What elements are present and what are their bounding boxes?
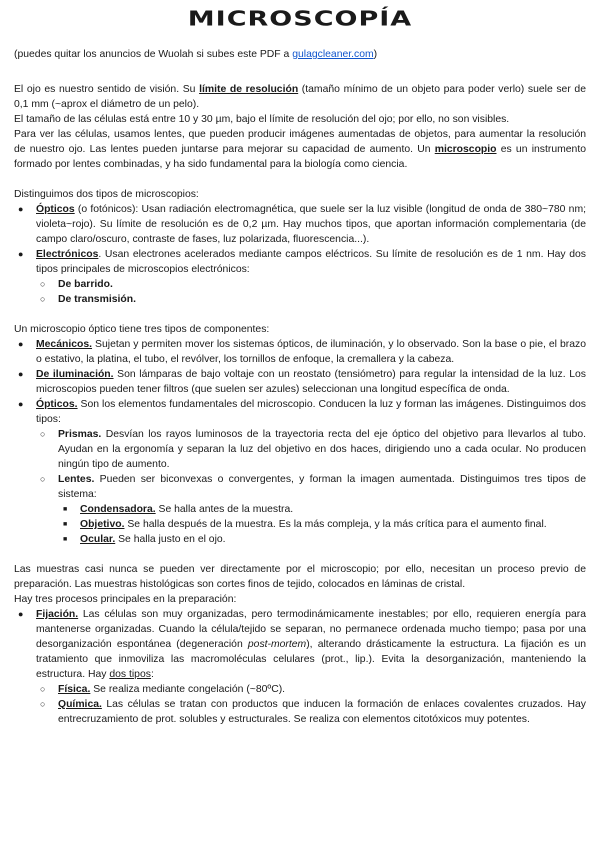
list-item: ● Fijación. Las células son muy organizadas, pero termodinámicamente inestables; por ello, requieren energía para mantenerse organizadas. Cuando la célula/tejido se separan, no permanece ordenada mucho tiempo; pasa por una desorganización espontánea (degeneración post-mortem), alterando drásticamente la estructura. La fijación es un tratamiento que inmoviliza las macromoléculas celulares (prot., lip.). Evita la desorganización, manteniendo la estructura. Hay dos tipos: ○ Física. Se realiza mediante congelación (~80ºC). ○ Química. Las células se tratan con productos que inducen la formación de enlaces covalentes cruzados. Hay entrecruzamiento de prot. solubles y estructurales. Se realiza con elementos citotóxicos muy potentes. xyxy=(14,607,586,727)
list-item: ○ Lentes. Pueden ser biconvexas o convergentes, y forman la imagen aumentada. Distinguimos tres tipos de sistema: ■ Condensadora. Se halla antes de la muestra. ■ Objetivo. Se halla después de la muestra. Es la más compleja, y la más crítica para el aumento final. ■ Ocular. Se halla justo en el ojo. xyxy=(36,472,586,547)
types-lead: Distinguimos dos tipos de microscopios: xyxy=(14,189,199,200)
intro-paragraph-2: El tamaño de las células está entre 10 y 30 µm, bajo el límite de resolución del ojo; por ello, no son visibles. xyxy=(14,114,510,125)
list-item: ■ Objetivo. Se halla después de la muestra. Es la más compleja, y la más crítica para el aumento final. xyxy=(58,517,586,532)
list-item: ○ Física. Se realiza mediante congelación (~80ºC). xyxy=(36,682,586,697)
term-limite-resolucion: límite de resolución xyxy=(199,84,299,95)
term-objetivo: Objetivo. xyxy=(80,519,125,530)
list-item: ○ De transmisión. xyxy=(36,292,586,307)
wuolah-note xyxy=(14,47,377,62)
note-text: (puedes quitar los anuncios de Wuolah si subes este PDF a xyxy=(14,49,293,60)
preparation-paragraph-1: Las muestras casi nunca se pueden ver directamente por el microscopio; por ello, necesitan un proceso previo de preparación. Las muestras histológicas son cortes finos de tejido, colocados en láminas de cristal. xyxy=(14,564,586,590)
gulagcleaner-link[interactable]: gulagcleaner.com xyxy=(292,49,374,60)
preparation-paragraph-2: Hay tres procesos principales en la preparación: xyxy=(14,594,237,605)
list-item: ■ Condensadora. Se halla antes de la muestra. xyxy=(58,502,586,517)
page-title: MICROSCOPÍA xyxy=(187,7,413,31)
term-dos-tipos: dos tipos xyxy=(109,669,151,680)
term-opticos-comp: Ópticos. xyxy=(36,399,78,410)
fixation-types-list xyxy=(36,682,586,727)
list-item: ● Ópticos. Son los elementos fundamentales del microscopio. Conducen la luz y forman las imágenes. Distinguimos dos tipos: ○ Prismas. Desvían los rayos luminosos de la trayectoria recta del eje óptico del objetivo para llevarlos al tubo. Ayudan en la ergonomía y separan la luz del objetivo en dos haces, dirigiendo uno a cada ocular. No producen ningún tipo de aumento. ○ Lentes. Pueden ser biconvexas o convergentes, y forman la imagen aumentada. Distinguimos tres tipos de sistema: ■ Condensadora. Se halla antes de la muestra. ■ Objetivo. Se halla después de la muestra. Es la más compleja, y la más crítica para el aumento final. ■ Ocular. Se halla justo en el ojo. xyxy=(14,397,586,547)
intro-paragraph-1: El ojo es nuestro sentido de visión. Su límite de resolución (tamaño mínimo de un objeto para poder verlo) suele ser de 0,1 mm (~aprox el diámetro de un pelo). xyxy=(14,84,586,110)
term-fisica: Física. xyxy=(58,684,91,695)
term-quimica: Química. xyxy=(58,699,102,710)
list-item: ○ Prismas. Desvían los rayos luminosos de la trayectoria recta del eje óptico del objetivo para llevarlos al tubo. Ayudan en la ergonomía y separan la luz del objetivo en dos haces, dirigiendo uno a cada ocular. No producen ningún tipo de aumento. xyxy=(36,427,586,472)
list-item: ○ De barrido. xyxy=(36,277,586,292)
note-text-end: ) xyxy=(373,49,378,60)
preparation-list xyxy=(14,607,586,727)
term-electronicos: Electrónicos xyxy=(36,249,99,260)
list-item: ● Electrónicos. Usan electrones acelerados mediante campos eléctricos. Su límite de resolución es de 1 nm. Hay dos tipos principales de microscopios electrónicos: ○ De barrido. ○ De transmisión. xyxy=(14,247,586,307)
term-condensadora: Condensadora. xyxy=(80,504,156,515)
list-item: ○ Química. Las células se tratan con productos que inducen la formación de enlaces covalentes cruzados. Hay entrecruzamiento de prot. solubles y estructurales. Se realiza con elementos citotóxicos muy potentes. xyxy=(36,697,586,727)
term-prismas: Prismas. xyxy=(58,429,102,440)
list-item: ● De iluminación. Son lámparas de bajo voltaje con un reostato (tensiómetro) para regular la intensidad de la luz. Los microscopios pueden tener filtros (que suelen ser azules) seleccionan una longitud específica de onda. xyxy=(14,367,586,397)
list-item: ● Mecánicos. Sujetan y permiten mover los sistemas ópticos, de iluminación, y lo observado. Son la base o pie, el brazo o estativo, la platina, el tubo, el revólver, los tornillos de enfoque, la cremallera y la cabeza. xyxy=(14,337,586,367)
lens-systems-list xyxy=(58,502,586,547)
electron-types-list xyxy=(36,277,586,307)
term-opticos: Ópticos xyxy=(36,204,75,215)
term-fijacion: Fijación. xyxy=(36,609,79,620)
list-item: ● Ópticos (o fotónicos): Usan radiación electromagnética, que suele ser la luz visible (longitud de onda de 380~780 nm; violeta~rojo). Su límite de resolución es de 0,2 µm. Hay muchos tipos, que aportan información complementaria (de campo claro/oscuro, contraste de fases, luz polarizada, fluorescencia...). xyxy=(14,202,586,247)
list-item: ■ Ocular. Se halla justo en el ojo. xyxy=(58,532,586,547)
term-iluminacion: De iluminación. xyxy=(36,369,114,380)
components-lead: Un microscopio óptico tiene tres tipos de componentes: xyxy=(14,324,270,335)
intro-paragraph-3: Para ver las células, usamos lentes, que pueden producir imágenes aumentadas de objetos, para aumentar la resolución de nuestro ojo. Las lentes pueden juntarse para mejorar su capacidad de aumento. Un microscopio es un instrumento formado por lentes combinadas, y ha sido fundamental para la biología como ciencia. xyxy=(14,129,587,170)
term-ocular: Ocular. xyxy=(80,534,116,545)
term-lentes: Lentes. xyxy=(58,474,95,485)
term-microscopio: microscopio xyxy=(434,144,497,155)
components-list xyxy=(14,337,586,547)
term-mecanicos: Mecánicos. xyxy=(36,339,93,350)
document-body xyxy=(14,82,586,727)
microscope-types-list xyxy=(14,202,586,307)
optical-types-list xyxy=(36,427,586,547)
